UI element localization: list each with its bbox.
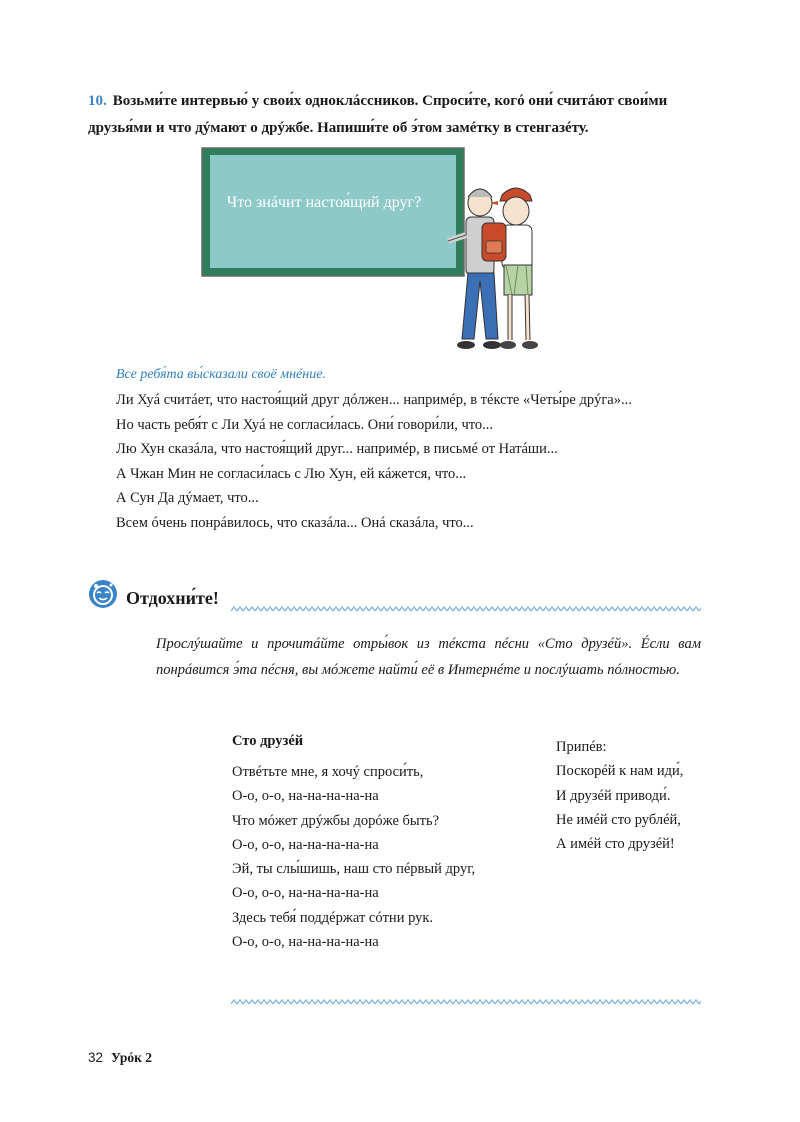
opinion-line: Ли Хуá считáет, что настоя́щий друг дóлжен... напримéр, в тéксте «Четы́ре дрýга»... xyxy=(116,392,632,408)
page-footer xyxy=(88,1050,152,1066)
chorus-line: Не имéй сто рублéй, xyxy=(556,811,681,828)
song-line: О-о, о-о, на-на-на-на-на xyxy=(232,934,379,951)
song-line: О-о, о-о, на-на-на-на-на xyxy=(232,885,379,902)
song-verse xyxy=(232,760,475,954)
decorative-divider xyxy=(231,992,701,998)
song-title: Сто друзéй xyxy=(232,733,304,749)
page-number: 32 xyxy=(88,1050,104,1065)
opinion-line: Всем óчень понрáвилось, что сказáла... Онá сказáла, что... xyxy=(116,514,474,531)
opinions-lines xyxy=(116,388,716,535)
chorus-line: Поскорéй к нам иди́, xyxy=(556,763,684,780)
task-text: Возьми́те интервью́ у свои́х одноклáссников. Спроси́те, когó они́ считáют свои́ми друзья́ми и что дýмают о дрýжбе. Напиши́те об э́том замéтку в стенгазéту. xyxy=(88,93,668,136)
opinion-line: А Сун Да дýмает, что... xyxy=(116,490,259,506)
lesson-label: Урóк 2 xyxy=(111,1050,152,1065)
song-line: Здесь тебя́ поддéржат сóтни рук. xyxy=(232,909,434,926)
song-chorus xyxy=(556,735,683,856)
task-10 xyxy=(88,88,708,142)
chorus-line: И друзéй приводи́. xyxy=(556,787,671,804)
song-line: Что мóжет дрýжбы дорóже быть? xyxy=(232,812,440,829)
task-number: 10. xyxy=(88,93,107,109)
song-line: О-о, о-о, на-на-на-на-на xyxy=(232,788,379,805)
smiley-face-icon xyxy=(87,578,119,610)
opinion-line: Но часть ребя́т с Ли Хуá не согласи́лась. Они́ говори́ли, что... xyxy=(116,416,494,433)
chorus-line: А имéй сто друзéй! xyxy=(556,836,675,853)
song-line: Эй, ты слы́шишь, наш сто пéрвый друг, xyxy=(232,861,476,878)
board-illustration xyxy=(200,145,560,367)
opinions-caption: Все ребя́та вы́сказали своё мнéние. xyxy=(116,367,326,382)
board-scene xyxy=(200,145,560,367)
song-line: О-о, о-о, на-на-на-на-на xyxy=(232,836,379,853)
rest-title: Отдохни́те! xyxy=(126,588,219,608)
song-line: Отвéтьте мне, я хочý спроси́ть, xyxy=(232,764,424,780)
opinion-line: А Чжан Мин не согласи́лась с Лю Хун, ей кáжется, что... xyxy=(116,465,467,482)
board-panel xyxy=(210,155,456,268)
chorus-label: Припéв: xyxy=(556,739,607,755)
board-question: Что знáчит настоя́щий друг? xyxy=(226,194,422,211)
decorative-divider xyxy=(231,599,701,605)
rest-intro: Прослýшайте и прочитáйте отры́вок из тéкста пéсни «Сто друзéй». Éсли вам понрáвится э́та пéсня, вы мóжете найти́ её в Интернéте и послýшать пóлностью. xyxy=(156,636,701,678)
opinion-line: Лю Хун сказáла, что настоя́щий друг... напримéр, в письмé от Натáши... xyxy=(116,441,558,457)
